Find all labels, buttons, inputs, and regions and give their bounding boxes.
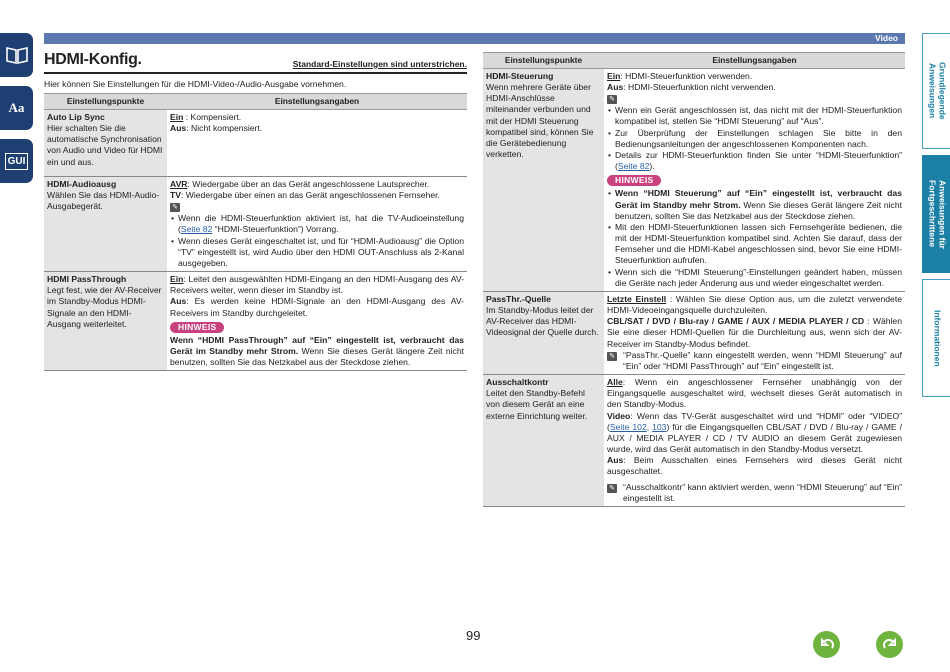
- table-header: [44, 94, 467, 110]
- option-key: Aus: [607, 82, 624, 93]
- note-pencil-icon: ✎: [607, 484, 617, 493]
- tab-label: Grundlegende Anweisungen: [927, 62, 948, 120]
- settings-table-left: [44, 93, 467, 371]
- option-key: TV: [170, 190, 181, 201]
- note-paragraph: ✎ “Ausschaltkontr” kann aktiviert werden, wenn “HDMI Steuerung” auf “Ein” eingestellt ist.: [607, 482, 902, 504]
- column-header: Einstellungspunkte: [44, 94, 167, 110]
- tab-advanced-instructions[interactable]: [922, 155, 950, 273]
- back-arrow-icon: [818, 636, 836, 654]
- column-header: Einstellungsangaben: [604, 53, 905, 69]
- setting-detail-cell: [604, 291, 905, 374]
- page-title: HDMI-Konfig.: [44, 51, 142, 69]
- settings-table-right: [483, 52, 905, 507]
- setting-title: Ausschaltkontr: [486, 377, 549, 388]
- note-item: • Details zur HDMI-Steuerfunktion finden Sie unter “HDMI-Steuerfunktion” (Seite 82).: [615, 150, 902, 172]
- option-key: CBL/SAT / DVD / Blu-ray / GAME / AUX / MEDIA PLAYER / CD: [607, 316, 865, 327]
- column-header: Einstellungsangaben: [167, 94, 467, 110]
- setting-detail-cell: [167, 109, 467, 176]
- option-key: Aus: [607, 455, 624, 466]
- hinweis-badge: HINWEIS: [170, 322, 224, 333]
- setting-detail-cell: [167, 176, 467, 271]
- setting-name-cell: [483, 375, 604, 507]
- option-text: : Wählen Sie diese Option aus, um die zuletzt verwendete HDMI-Videoeingangsquelle durchzuleiten.: [607, 293, 902, 316]
- setting-detail-cell: [167, 272, 467, 371]
- setting-title: HDMI PassThrough: [47, 274, 127, 285]
- index-tab[interactable]: [0, 86, 33, 130]
- note-pencil-icon: ✎: [607, 352, 617, 361]
- option-text: : Es werden keine HDMI-Signale an den HDMI-Ausgang des AV-Receivers im Standby durchgeleitet.: [170, 296, 464, 318]
- setting-desc: Hier schalten Sie die automatische Synchronisation von Audio und Video für HDMI ein und aus.: [47, 123, 163, 167]
- setting-detail-cell: Alle: Wenn ein angeschlossener Fernseher unabhängig von der Eingangsquelle ausgeschaltet wird, wechselt dieses Gerät automatisch in den Standby-Modus. Video: Wenn das TV-Gerät ausgeschaltet wird und “HDMI” oder “VIDEO” (Seite 102, 103) für die Eingangsquellen CBL/SAT / DVD / Blu-ray / GAME / AUX / MEDIA PLAYER / CD / TV AUDIO an diesem Gerät zugewiesen wurde, wird das Gerät automatisch in den Standby-Modus versetzt. Aus: Beim Ausschalten eines Fernsehers wird dieses Gerät nicht ausgeschaltet. ✎ “Ausschaltkontr” kann aktiviert werden, wenn “HDMI Steuerung” auf “Ein” eingestellt ist.: [604, 375, 905, 507]
- setting-title: PassThr.-Quelle: [486, 293, 551, 304]
- page-link[interactable]: Seite 82: [180, 224, 213, 235]
- note-pencil-icon: ✎: [607, 95, 617, 104]
- option-text: : Nicht kompensiert.: [186, 123, 263, 134]
- table-row: [483, 375, 905, 507]
- option-key: Alle: [607, 377, 623, 388]
- contents-tab[interactable]: [0, 33, 33, 77]
- option-key: Aus: [170, 296, 187, 307]
- option-text: : Beim Ausschalten eines Fernsehers wird dieses Gerät nicht ausgeschaltet.: [607, 455, 902, 477]
- forward-arrow-icon: [881, 636, 899, 654]
- table-row: [44, 176, 467, 271]
- setting-desc: Im Standby-Modus leitet der AV-Receiver das HDMI-Videosignal der Quelle durch.: [486, 305, 599, 338]
- left-tab-column: [0, 33, 36, 192]
- intro-text: Hier können Sie Einstellungen für die HDMI-Video-/Audio-Ausgabe vornehmen.: [44, 79, 347, 89]
- option-text: : Leitet den ausgewählten HDMI-Eingang an den HDMI-Ausgang des AV-Receivers weiter, wenn dieser im Standby ist.: [170, 274, 464, 296]
- book-icon: [5, 45, 29, 65]
- column-header: Einstellungspunkte: [483, 53, 604, 69]
- tab-basic-instructions[interactable]: [922, 33, 950, 149]
- option-key: Ein: [607, 70, 621, 81]
- tab-label: Anweisungen für Fortgeschrittene: [927, 179, 948, 249]
- setting-desc: Wählen Sie das HDMI-Audio-Ausgabegerät.: [47, 190, 160, 212]
- option-text: : Wählen Sie eine dieser HDMI-Quellen für die Durchleitung aus, wenn sich der AV-Receiver im Standby-Modus befindet.: [607, 316, 902, 349]
- hint-item: • Mit den HDMI-Steuerfunktionen lassen sich Fernsehgeräte bedienen, die mit der HDMI-Steuerfunktion kompatibel sind. Achten Sie darauf, dass der Fernseher und die HDMI-Kabel angeschlossen sind, bevor Sie eine HDMI-Steuerfunktion aufrufen.: [615, 222, 902, 267]
- setting-title: HDMI-Steuerung: [486, 70, 554, 81]
- hint-text: Wenn Sie dieses Gerät längere Zeit nicht benutzen, sollten Sie das Netzkabel aus der Steckdose ziehen.: [170, 346, 464, 368]
- page-number: 99: [466, 628, 481, 643]
- hint-item: • Wenn “HDMI Steuerung” auf “Ein” eingestellt ist, verbraucht das Gerät im Standby mehr Strom. Wenn Sie dieses Gerät längere Zeit nicht benutzen, sollten Sie das Netzkabel aus der Steckdose ziehen.: [615, 188, 902, 222]
- setting-desc: Wenn mehrere Geräte über HDMI-Anschlüsse miteinander verbunden und mit der HDMI Steuerung kompatibel sind, können Sie die Gerätebedienung verketten.: [486, 82, 594, 160]
- table-row: [483, 68, 905, 291]
- setting-name-cell: [483, 68, 604, 291]
- table-row: [44, 109, 467, 176]
- back-button[interactable]: [813, 631, 840, 658]
- option-text: : Kompensiert.: [183, 111, 242, 122]
- setting-name-cell: [44, 109, 167, 176]
- hint-bold: Wenn “HDMI PassThrough” auf “Ein” eingestellt ist, verbraucht das Gerät im Standby mehr Strom.: [170, 334, 464, 357]
- page-link[interactable]: 103: [652, 421, 667, 432]
- hinweis-badge: HINWEIS: [607, 175, 661, 186]
- setting-title: Auto Lip Sync: [47, 111, 105, 122]
- section-tag: Video: [875, 33, 898, 43]
- note-item: • Zur Überprüfung der Einstellungen schlagen Sie bitte in den Bedienungsanleitungen der angeschlossenen Komponenten nach.: [615, 128, 902, 150]
- note-paragraph: ✎ “PassThr.-Quelle” kann eingestellt werden, wenn “HDMI Steuerung” auf “Ein” oder “HDMI PassThrough” auf “Ein” eingestellt ist.: [607, 350, 902, 372]
- page-link[interactable]: Seite 102: [609, 421, 647, 432]
- setting-detail-cell: [604, 68, 905, 291]
- section-bar: [44, 33, 905, 44]
- table-row: [44, 272, 467, 371]
- setting-name-cell: [44, 176, 167, 271]
- option-key: Letzte Einstell: [607, 293, 667, 304]
- option-key: Aus: [170, 123, 187, 134]
- page-heading: [44, 52, 467, 74]
- note-item: • Wenn ein Gerät angeschlossen ist, das nicht mit der HDMI-Steuerfunktion kompatibel ist, stellen Sie “HDMI Steuerung” auf “Aus”.: [615, 105, 902, 127]
- setting-title: HDMI-Audioausg: [47, 178, 117, 189]
- setting-name-cell: [483, 291, 604, 374]
- option-key: Ein: [170, 111, 184, 122]
- page-link[interactable]: Seite 82: [617, 161, 650, 172]
- gui-icon: GUI: [5, 153, 29, 170]
- forward-button[interactable]: [876, 631, 903, 658]
- table-row: [483, 291, 905, 374]
- gui-tab[interactable]: [0, 139, 33, 183]
- tab-label: Informationen: [932, 309, 943, 367]
- default-note: Standard-Einstellungen sind unterstrichen.: [292, 58, 467, 69]
- option-text: : Wiedergabe über an das Gerät angeschlossene Lautsprecher.: [187, 178, 430, 189]
- option-key: Ein: [170, 274, 184, 285]
- option-text: : HDMI-Steuerfunktion nicht verwenden.: [623, 82, 776, 93]
- right-tab-column: [922, 33, 950, 403]
- note-pencil-icon: ✎: [170, 203, 180, 212]
- option-key: Video: [607, 410, 631, 421]
- note-item: • Wenn dieses Gerät eingeschaltet ist, und für “HDMI-Audioausg” die Option “TV” eingestellt ist, wird Audio über den HDMI OUT-Anschluss als 2-Kanal ausgegeben.: [178, 236, 464, 270]
- option-text: : Wiedergabe über einen an das Gerät angeschlossenen Fernseher.: [180, 190, 440, 201]
- setting-desc: Leitet den Standby-Befehl von diesem Gerät an eine externe Einrichtung weiter.: [486, 388, 588, 421]
- index-aa-icon: Aa: [8, 99, 25, 115]
- note-item: • Wenn die HDMI-Steuerfunktion aktiviert ist, hat die TV-Audioeinstellung (Seite 82 “HDMI-Steuerfunktion”) Vorrang.: [178, 213, 464, 235]
- setting-name-cell: [44, 272, 167, 371]
- option-key: AVR: [170, 178, 188, 189]
- hint-item: • Wenn sich die “HDMI Steuerung”-Einstellungen geändert haben, müssen die Geräte nach jeder Änderung aus und wieder eingeschaltet werden.: [615, 267, 902, 289]
- table-header: [483, 53, 905, 69]
- option-text: : Wenn ein angeschlossener Fernseher unabhängig von der Eingangsquelle ausgeschaltet wird, wechselt dieses Gerät automatisch in den Standby-Modus.: [607, 377, 902, 410]
- setting-desc: Legt fest, wie der AV-Receiver im Standby-Modus HDMI-Signale an den HDMI-Ausgang weiterleitet.: [47, 285, 162, 329]
- option-text: : HDMI-Steuerfunktion verwenden.: [620, 70, 753, 81]
- tab-information[interactable]: [922, 279, 950, 397]
